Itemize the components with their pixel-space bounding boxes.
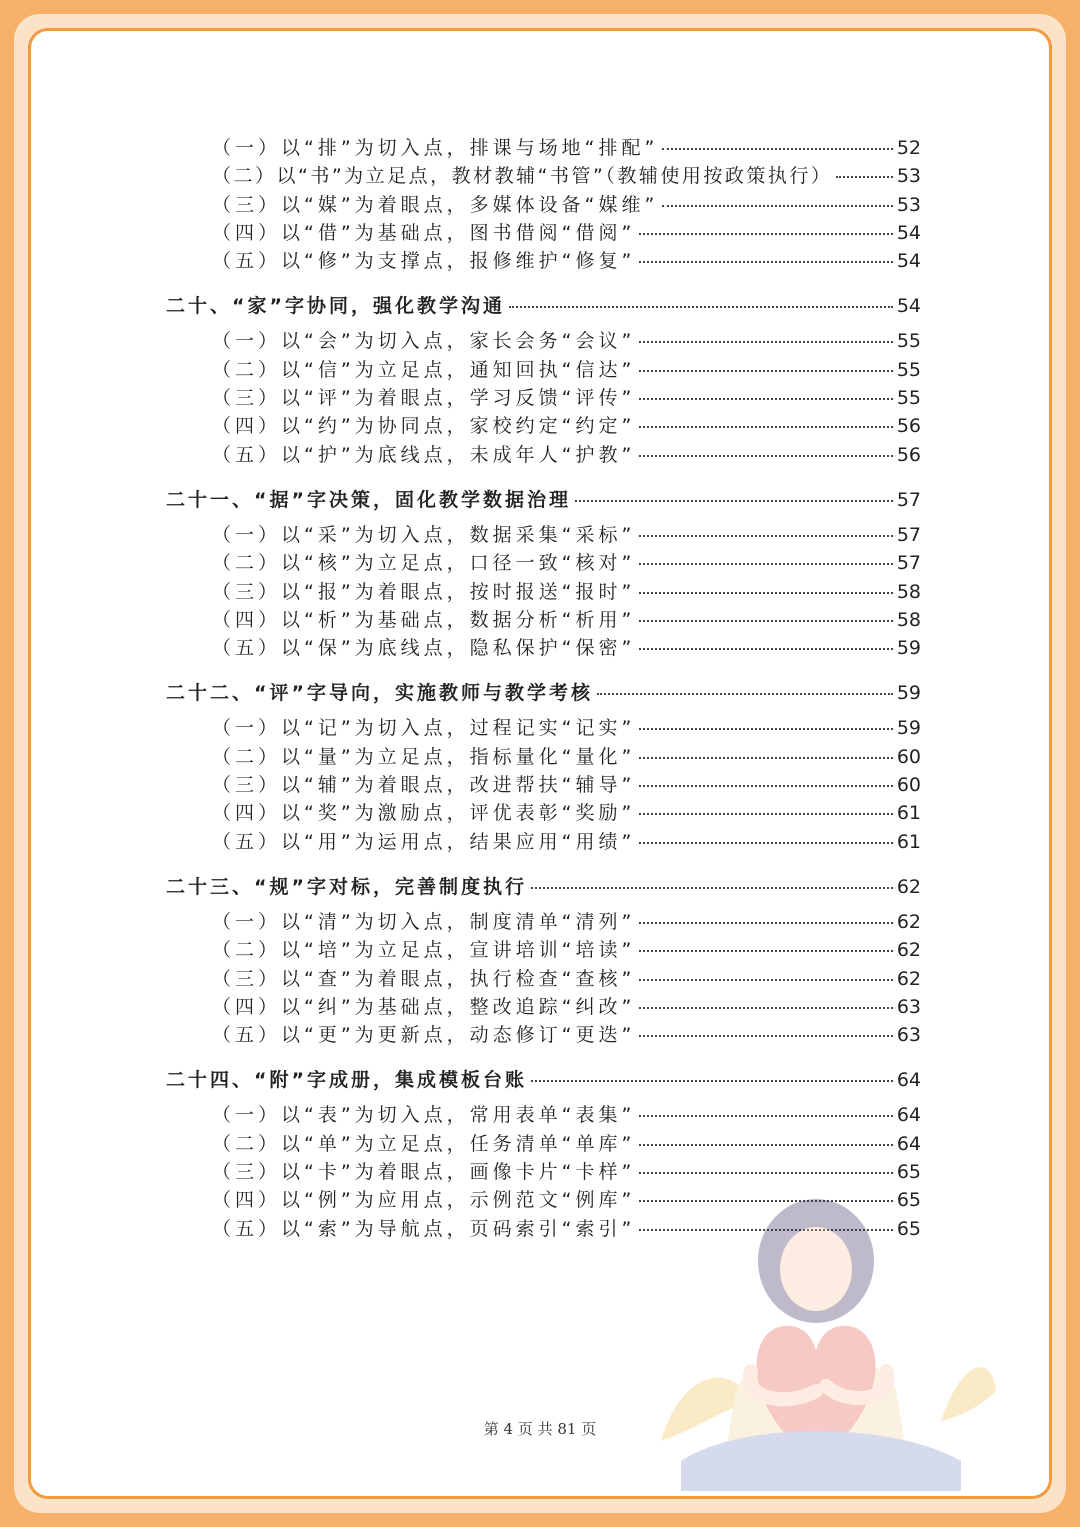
toc-heading[interactable] bbox=[166, 479, 921, 521]
document-page bbox=[28, 28, 1052, 1499]
dot-leader bbox=[639, 340, 892, 343]
toc-item-page: 65 bbox=[896, 1189, 921, 1212]
toc-item-page: 53 bbox=[896, 193, 921, 216]
toc-heading-page: 54 bbox=[896, 295, 921, 318]
dot-leader bbox=[597, 692, 893, 695]
toc-item-label: （五）以“更”为更新点，动态修订“更迭” bbox=[212, 1024, 636, 1047]
heart-hug-illustration bbox=[641, 1191, 1001, 1491]
dot-leader bbox=[639, 369, 892, 372]
toc-item-page: 56 bbox=[896, 443, 921, 466]
dot-leader bbox=[639, 812, 892, 815]
toc-item[interactable] bbox=[166, 247, 921, 275]
toc-item-page: 64 bbox=[896, 1104, 921, 1127]
dot-leader bbox=[639, 1034, 892, 1037]
toc-item[interactable] bbox=[166, 993, 921, 1021]
toc-item-page: 61 bbox=[896, 830, 921, 853]
toc-item-label: （一）以“采”为切入点，数据采集“采标” bbox=[212, 523, 636, 546]
dot-leader bbox=[639, 727, 892, 730]
toc-item-label: （三）以“卡”为着眼点，画像卡片“卡样” bbox=[212, 1161, 636, 1184]
toc-heading-page: 62 bbox=[896, 875, 921, 898]
toc-section-0 bbox=[166, 134, 921, 275]
face-shape bbox=[780, 1227, 852, 1311]
dot-leader bbox=[639, 1143, 892, 1146]
toc-item-label: （三）以“评”为着眼点，学习反馈“评传” bbox=[212, 387, 636, 410]
toc-item-page: 63 bbox=[896, 995, 921, 1018]
toc-item-page: 54 bbox=[896, 250, 921, 273]
toc-item-page: 58 bbox=[896, 580, 921, 603]
toc-item-page: 65 bbox=[896, 1161, 921, 1184]
toc-heading[interactable] bbox=[166, 285, 921, 327]
toc-item-page: 55 bbox=[896, 358, 921, 381]
toc-item-page: 53 bbox=[896, 165, 921, 188]
dot-leader bbox=[639, 1006, 892, 1009]
toc-item[interactable] bbox=[166, 799, 921, 827]
toc-item-page: 59 bbox=[896, 717, 921, 740]
toc-item-label: （五）以“用”为运用点，结果应用“用绩” bbox=[212, 830, 636, 853]
toc-item[interactable] bbox=[166, 327, 921, 355]
toc-item-page: 63 bbox=[896, 1024, 921, 1047]
toc-item-label: （四）以“纠”为基础点，整改追踪“纠改” bbox=[212, 995, 636, 1018]
toc-item-label: （四）以“析”为基础点，数据分析“析用” bbox=[212, 608, 636, 631]
toc-item-label: （二）以“单”为立足点，任务清单“单库” bbox=[212, 1132, 636, 1155]
toc-section-4 bbox=[166, 866, 921, 1049]
toc-item-label: （一）以“会”为切入点，家长会务“会议” bbox=[212, 330, 636, 353]
toc-item-label: （五）以“护”为底线点，未成年人“护教” bbox=[212, 443, 636, 466]
toc-item-label: （三）以“媒”为着眼点，多媒体设备“媒维” bbox=[212, 193, 659, 216]
toc-item-label: （五）以“保”为底线点，隐私保护“保密” bbox=[212, 637, 636, 660]
toc-item-label: （二）以“书”为立足点，教材教辅“书管”（教辅使用按政策执行） bbox=[212, 165, 833, 188]
toc-item[interactable] bbox=[166, 521, 921, 549]
toc-item-page: 62 bbox=[896, 967, 921, 990]
dot-leader bbox=[639, 841, 892, 844]
dot-leader bbox=[836, 175, 892, 178]
toc-item-page: 54 bbox=[896, 221, 921, 244]
toc-item-label: （五）以“修”为支撑点，报修维护“修复” bbox=[212, 250, 636, 273]
dot-leader bbox=[639, 978, 892, 981]
toc-heading-page: 57 bbox=[896, 488, 921, 511]
toc-item[interactable] bbox=[166, 578, 921, 606]
toc-item-page: 64 bbox=[896, 1132, 921, 1155]
toc-item[interactable] bbox=[166, 162, 921, 190]
toc-item[interactable] bbox=[166, 771, 921, 799]
toc-item-page: 56 bbox=[896, 415, 921, 438]
toc-item-label: （二）以“培”为立足点，宣讲培训“培读” bbox=[212, 939, 636, 962]
toc-item[interactable] bbox=[166, 219, 921, 247]
dot-leader bbox=[639, 534, 892, 537]
toc-item-page: 59 bbox=[896, 637, 921, 660]
toc-item-label: （二）以“量”为立足点，指标量化“量化” bbox=[212, 745, 636, 768]
toc-item-label: （四）以“奖”为激励点，评优表彰“奖励” bbox=[212, 802, 636, 825]
dot-leader bbox=[639, 591, 892, 594]
toc-heading[interactable] bbox=[166, 672, 921, 714]
toc-item-label: （三）以“辅”为着眼点，改进帮扶“辅导” bbox=[212, 774, 636, 797]
dot-leader bbox=[575, 499, 893, 502]
toc-item-label: （二）以“核”为立足点，口径一致“核对” bbox=[212, 552, 636, 575]
toc-item[interactable] bbox=[166, 1158, 921, 1186]
toc-item-page: 60 bbox=[896, 774, 921, 797]
toc-item[interactable] bbox=[166, 936, 921, 964]
toc-item[interactable] bbox=[166, 743, 921, 771]
toc-item[interactable] bbox=[166, 441, 921, 469]
toc-item-label: （四）以“约”为协同点，家校约定“约定” bbox=[212, 415, 636, 438]
toc-item-label: （三）以“查”为着眼点，执行检查“查核” bbox=[212, 967, 636, 990]
toc-heading[interactable] bbox=[166, 866, 921, 908]
toc-section-3 bbox=[166, 672, 921, 855]
dot-leader bbox=[639, 619, 892, 622]
toc-item-label: （三）以“报”为着眼点，按时报送“报时” bbox=[212, 580, 636, 603]
toc-item[interactable] bbox=[166, 714, 921, 742]
toc-heading-label: 二十、“家”字协同，强化教学沟通 bbox=[166, 295, 505, 318]
toc-heading-page: 64 bbox=[896, 1069, 921, 1092]
toc-item-label: （一）以“表”为切入点，常用表单“表集” bbox=[212, 1104, 636, 1127]
dot-leader bbox=[639, 454, 892, 457]
toc-item-page: 55 bbox=[896, 387, 921, 410]
dot-leader bbox=[639, 1114, 892, 1117]
dot-leader bbox=[662, 204, 892, 207]
toc-item-label: （四）以“例”为应用点，示例范文“例库” bbox=[212, 1189, 636, 1212]
toc-item-label: （一）以“排”为切入点，排课与场地“排配” bbox=[212, 137, 659, 159]
dot-leader bbox=[639, 921, 892, 924]
dot-leader bbox=[639, 232, 892, 235]
toc-heading-label: 二十四、“附”字成册，集成模板台账 bbox=[166, 1069, 527, 1092]
dot-leader bbox=[662, 147, 892, 150]
toc-heading-label: 二十一、“据”字决策，固化教学数据治理 bbox=[166, 488, 571, 511]
toc-item-page: 57 bbox=[896, 523, 921, 546]
table-of-contents bbox=[166, 134, 921, 1253]
dot-leader bbox=[531, 1079, 893, 1082]
legs-shape bbox=[681, 1431, 961, 1491]
toc-item[interactable] bbox=[166, 134, 921, 162]
toc-heading-page: 59 bbox=[896, 682, 921, 705]
toc-item-label: （一）以“记”为切入点，过程记实“记实” bbox=[212, 717, 636, 740]
toc-item[interactable] bbox=[166, 606, 921, 634]
toc-item[interactable] bbox=[166, 634, 921, 662]
toc-item-page: 58 bbox=[896, 608, 921, 631]
toc-item-page: 55 bbox=[896, 330, 921, 353]
page-footer: 第 4 页 共 81 页 bbox=[483, 1420, 597, 1438]
dot-leader bbox=[639, 562, 892, 565]
toc-item[interactable] bbox=[166, 828, 921, 856]
dot-leader bbox=[509, 305, 893, 308]
toc-item[interactable] bbox=[166, 1021, 921, 1049]
toc-item[interactable] bbox=[166, 412, 921, 440]
toc-item[interactable] bbox=[166, 384, 921, 412]
toc-section-2 bbox=[166, 479, 921, 662]
toc-item[interactable] bbox=[166, 549, 921, 577]
toc-heading[interactable] bbox=[166, 1059, 921, 1101]
dot-leader bbox=[639, 756, 892, 759]
toc-item-label: （四）以“借”为基础点，图书借阅“借阅” bbox=[212, 221, 636, 244]
toc-item[interactable] bbox=[166, 908, 921, 936]
toc-heading-label: 二十二、“评”字导向，实施教师与教学考核 bbox=[166, 682, 593, 705]
toc-item-page: 62 bbox=[896, 939, 921, 962]
toc-item[interactable] bbox=[166, 1130, 921, 1158]
toc-item[interactable] bbox=[166, 356, 921, 384]
toc-item[interactable] bbox=[166, 191, 921, 219]
dot-leader bbox=[639, 647, 892, 650]
toc-item-page: 62 bbox=[896, 910, 921, 933]
toc-section-1 bbox=[166, 285, 921, 468]
dot-leader bbox=[639, 260, 892, 263]
toc-item-page: 60 bbox=[896, 745, 921, 768]
toc-heading-label: 二十三、“规”字对标，完善制度执行 bbox=[166, 875, 527, 898]
dot-leader bbox=[531, 886, 893, 889]
dot-leader bbox=[639, 784, 892, 787]
toc-item[interactable] bbox=[166, 965, 921, 993]
dot-leader bbox=[639, 949, 892, 952]
dot-leader bbox=[639, 425, 892, 428]
toc-item-label: （一）以“清”为切入点，制度清单“清列” bbox=[212, 910, 636, 933]
toc-item-label: （五）以“索”为导航点，页码索引“索引” bbox=[212, 1217, 636, 1240]
dot-leader bbox=[639, 1171, 892, 1174]
toc-item-page: 52 bbox=[896, 137, 921, 159]
toc-item[interactable] bbox=[166, 1101, 921, 1129]
toc-item-label: （二）以“信”为立足点，通知回执“信达” bbox=[212, 358, 636, 381]
toc-item-page: 61 bbox=[896, 802, 921, 825]
dot-leader bbox=[639, 397, 892, 400]
toc-item-page: 65 bbox=[896, 1217, 921, 1240]
toc-item-page: 57 bbox=[896, 552, 921, 575]
